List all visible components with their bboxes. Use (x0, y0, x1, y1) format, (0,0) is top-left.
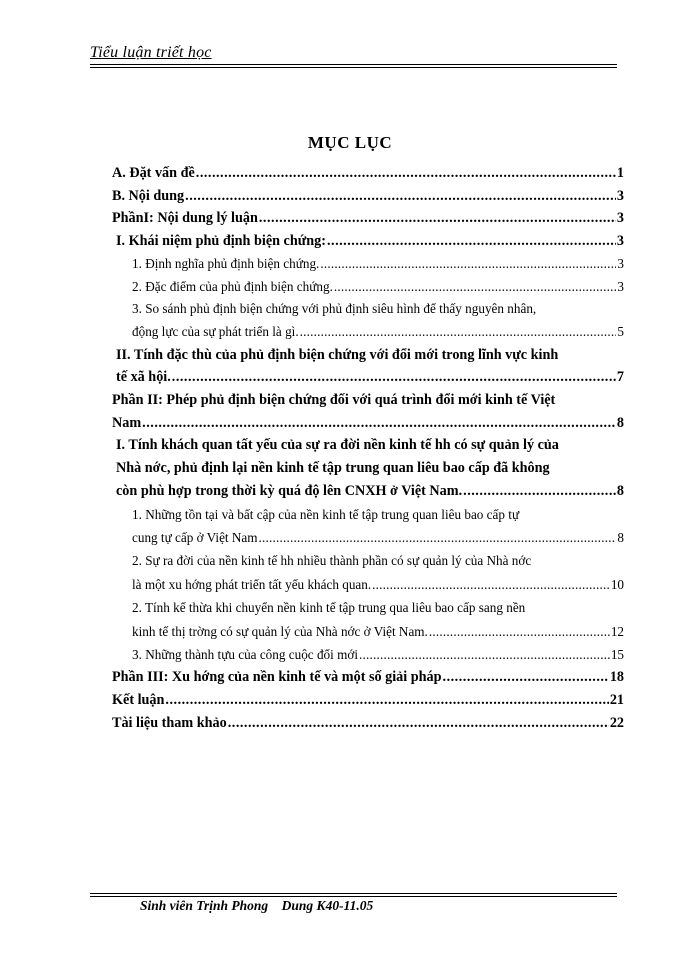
toc-leader-dots (172, 366, 616, 389)
toc-entry (112, 207, 624, 230)
toc-page-number: 3 (617, 255, 624, 271)
toc-leader-dots (228, 712, 609, 735)
toc-entry (112, 389, 624, 434)
toc-leader-dots (463, 480, 616, 503)
toc-entry-text: PhầnI: Nội dung lý luận (112, 210, 258, 227)
toc-leader-dots (429, 620, 610, 643)
toc-page-number: 1 (616, 165, 624, 181)
toc-entry-text: 3. So sánh phủ định biện chứng với phủ định siêu hình để thấy nguyên nhân, (132, 301, 537, 317)
header-rule (90, 67, 617, 68)
toc-entry-text: Phần III: Xu hớng của nền kinh tế và một số giải pháp (112, 669, 442, 686)
toc-leader-dots (185, 185, 616, 208)
toc-entry (112, 549, 624, 596)
footer-rule (90, 896, 617, 897)
toc-entry-text: II. Tính đặc thù của phủ định biện chứng với đổi mới trong lĩnh vực kinh (116, 346, 559, 363)
toc-entry-text: Kết luận (112, 692, 165, 709)
toc-entry-text: tế xã hội. (116, 369, 171, 386)
toc-page-number: 7 (616, 369, 624, 386)
toc-leader-dots (327, 230, 616, 253)
toc-page-number: 10 (610, 576, 624, 592)
toc-entry (112, 344, 624, 389)
toc-entry (112, 689, 624, 712)
toc-leader-dots (372, 573, 610, 596)
toc-entry-text: kinh tế thị trờng có sự quản lý của Nhà nớc ở Việt Nam. (132, 623, 428, 639)
toc-leader-dots (359, 643, 610, 666)
toc-leader-dots (334, 276, 617, 299)
toc-entry-text: 3. Những thành tựu của công cuộc đổi mới (132, 646, 358, 662)
toc-entry (112, 434, 624, 502)
toc-entry (112, 185, 624, 208)
toc-page-number: 3 (616, 233, 624, 250)
toc-leader-dots (300, 321, 617, 344)
toc-leader-dots (196, 162, 616, 185)
toc-page-number: 3 (616, 187, 624, 204)
toc-entry-text: I. Khái niệm phủ định biện chứng: (116, 233, 326, 250)
toc-page-number: 21 (609, 692, 624, 709)
toc-entry-text: B. Nội dung (112, 187, 185, 204)
toc-entry-text: cung tự cấp ở Việt Nam (132, 529, 258, 545)
toc-leader-dots (165, 689, 608, 712)
toc-entry-text: Tài liệu tham khảo (112, 714, 227, 731)
toc-page-number: 5 (617, 323, 624, 339)
toc-entry (112, 643, 624, 666)
toc-entry-text: 1. Định nghĩa phủ định biện chứng. (132, 255, 320, 271)
toc-page-number: 12 (610, 623, 624, 639)
toc-page-number: 3 (617, 278, 624, 294)
footer-author: Sinh viên Trịnh Phong Dung K40-11.05 (140, 898, 374, 913)
toc-entry-text: 1. Những tồn tại và bất cập của nền kinh tế tập trung quan liêu bao cấp tự (132, 506, 520, 522)
toc-page-number: 3 (616, 210, 624, 227)
toc-page-number: 8 (616, 414, 624, 431)
toc-entry (112, 503, 624, 550)
toc-entry (112, 276, 624, 299)
toc-entry-text: Nam (112, 414, 142, 431)
toc-entry (112, 253, 624, 276)
toc-entry-text: 2. Tính kế thừa khi chuyển nền kinh tế tập trung qua liêu bao cấp sang nền (132, 600, 526, 616)
toc-entry (112, 666, 624, 689)
toc-entry-text: Phần II: Phép phủ định biện chứng đối với quá trình đổi mới kinh tế Việt (112, 392, 556, 409)
toc-page-number: 18 (609, 669, 624, 686)
toc-page-number: 15 (610, 646, 624, 662)
toc-entry-text: 2. Đặc điểm của phủ định biện chứng. (132, 278, 333, 294)
toc-entry (112, 230, 624, 253)
toc-leader-dots (259, 207, 616, 230)
header-rule (90, 64, 617, 65)
table-of-contents (112, 162, 624, 735)
toc-title: MỤC LỤC (307, 133, 393, 152)
toc-entry-text: còn phù hợp trong thời kỳ quá độ lên CNXH ở Việt Nam. (116, 482, 463, 499)
toc-entry (112, 162, 624, 185)
toc-leader-dots (443, 666, 609, 689)
toc-leader-dots (320, 253, 616, 276)
toc-entry (112, 298, 624, 343)
toc-page-number: 22 (609, 714, 624, 731)
toc-page-number: 8 (617, 529, 624, 545)
toc-leader-dots (259, 526, 617, 549)
toc-leader-dots (142, 412, 616, 435)
footer-rule (90, 893, 617, 894)
toc-entry (112, 712, 624, 735)
toc-entry-text: A. Đặt vấn đề (112, 165, 195, 181)
toc-entry-text: I. Tính khách quan tất yếu của sự ra đời nền kinh tế hh có sự quản lý của (116, 437, 559, 454)
toc-entry-text: 2. Sự ra đời của nền kinh tế hh nhiều thành phần có sự quản lý của Nhà nớc (132, 553, 532, 569)
toc-entry-text: động lực của sự phát triển là gì. (132, 323, 299, 339)
toc-page-number: 8 (616, 482, 624, 499)
document-header-title: Tiểu luận triết học (90, 44, 212, 61)
toc-entry-text: là một xu hớng phát triển tất yếu khách quan. (132, 576, 372, 592)
toc-entry-text: Nhà nớc, phủ định lại nền kinh tế tập trung quan liêu bao cấp đã không (116, 460, 550, 477)
toc-entry (112, 596, 624, 643)
